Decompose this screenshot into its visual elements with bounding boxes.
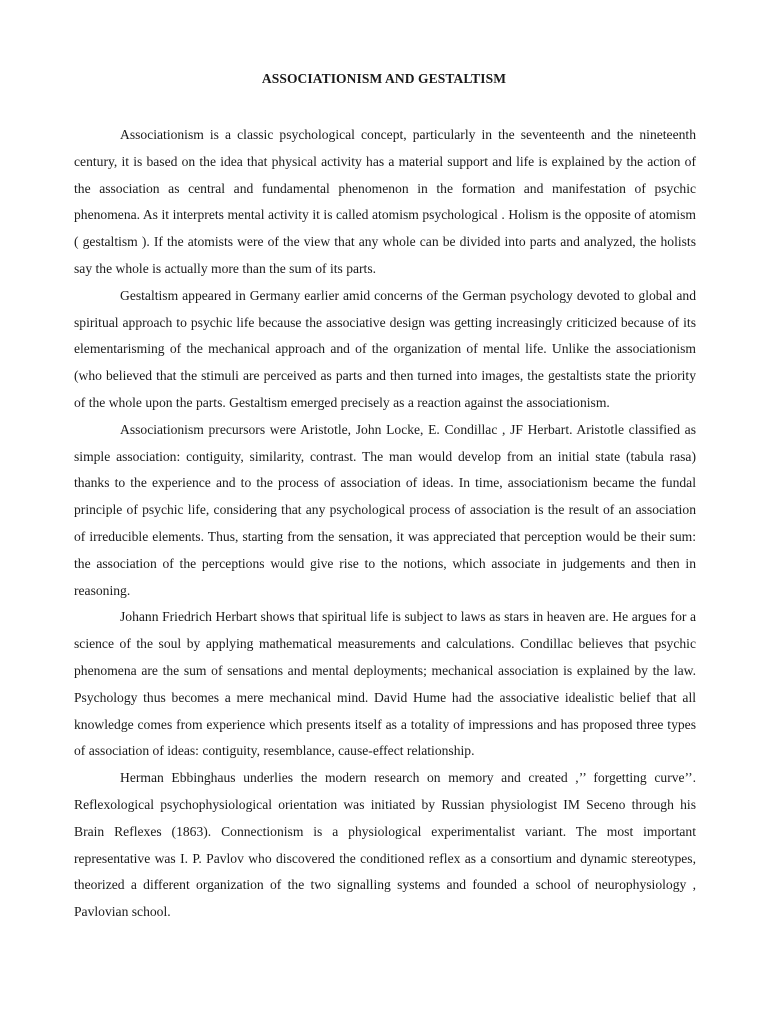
document-title: ASSOCIATIONISM AND GESTALTISM: [261, 71, 507, 86]
document-body: [74, 122, 696, 926]
paragraph-associationism-definition: Associationism is a classic psychological concept, particularly in the seventeenth and the nineteenth century, it is based on the idea that physical activity has a material support and life is explained by the action of the association as central and fundamental phenomenon in the formation and manifestation of psychic phenomena. As it interprets mental activity it is called atomism psychological . Holism is the opposite of atomism ( gestaltism ). If the atomists were of the view that any whole can be divided into parts and analyzed, the holists say the whole is actually more than the sum of its parts.: [74, 127, 696, 276]
paragraph-herbart-condillac-hume: Johann Friedrich Herbart shows that spiritual life is subject to laws as stars in heaven are. He argues for a science of the soul by applying mathematical measurements and calculations. Condillac believes that psychic phenomena are the sum of sensations and mental deployments; mechanical association is explained by the law. Psychology thus becomes a mere mechanical mind. David Hume had the associative idealistic belief that all knowledge comes from experience which presents itself as a totality of impressions and has proposed three types of association of ideas: contiguity, resemblance, cause-effect relationship.: [74, 609, 696, 759]
paragraph-associationism-precursors: Associationism precursors were Aristotle, John Locke, E. Condillac , JF Herbart. Aristotle classified as simple association: contiguity, similarity, contrast. The man would develop from an initial state (tabula rasa) thanks to the experience and to the process of association of ideas. In time, associationism became the fundal principle of psychic life, considering that any psychological process of association is the result of an association of irreducible elements. Thus, starting from the sensation, it was appreciated that perception would be their sum: the association of the perceptions would give rise to the notions, which associate in judgements and then in reasoning.: [74, 421, 696, 598]
paragraph-gestaltism-origin: Gestaltism appeared in Germany earlier amid concerns of the German psychology devoted to global and spiritual approach to psychic life because the associative design was getting increasingly criticized because of its elementarisming of the mechanical approach and of the organization of mental life. Unlike the associationism (who believed that the stimuli are perceived as parts and then turned into images, the gestaltists state the priority of the whole upon the parts. Gestaltism emerged precisely as a reaction against the associationism.: [74, 287, 696, 410]
paragraph-ebbinghaus-pavlov: Herman Ebbinghaus underlies the modern research on memory and created ,’’ forgetting curve’’. Reflexological psychophysiological orientation was initiated by Russian physiologist IM Seceno through his Brain Reflexes (1863). Connectionism is a physiological experimentalist variant. The most important representative was I. P. Pavlov who discovered the conditioned reflex as a consortium and dynamic stereotypes, theorized a different organization of the two signalling systems and founded a school of neurophysiology , Pavlovian school.: [74, 770, 696, 920]
